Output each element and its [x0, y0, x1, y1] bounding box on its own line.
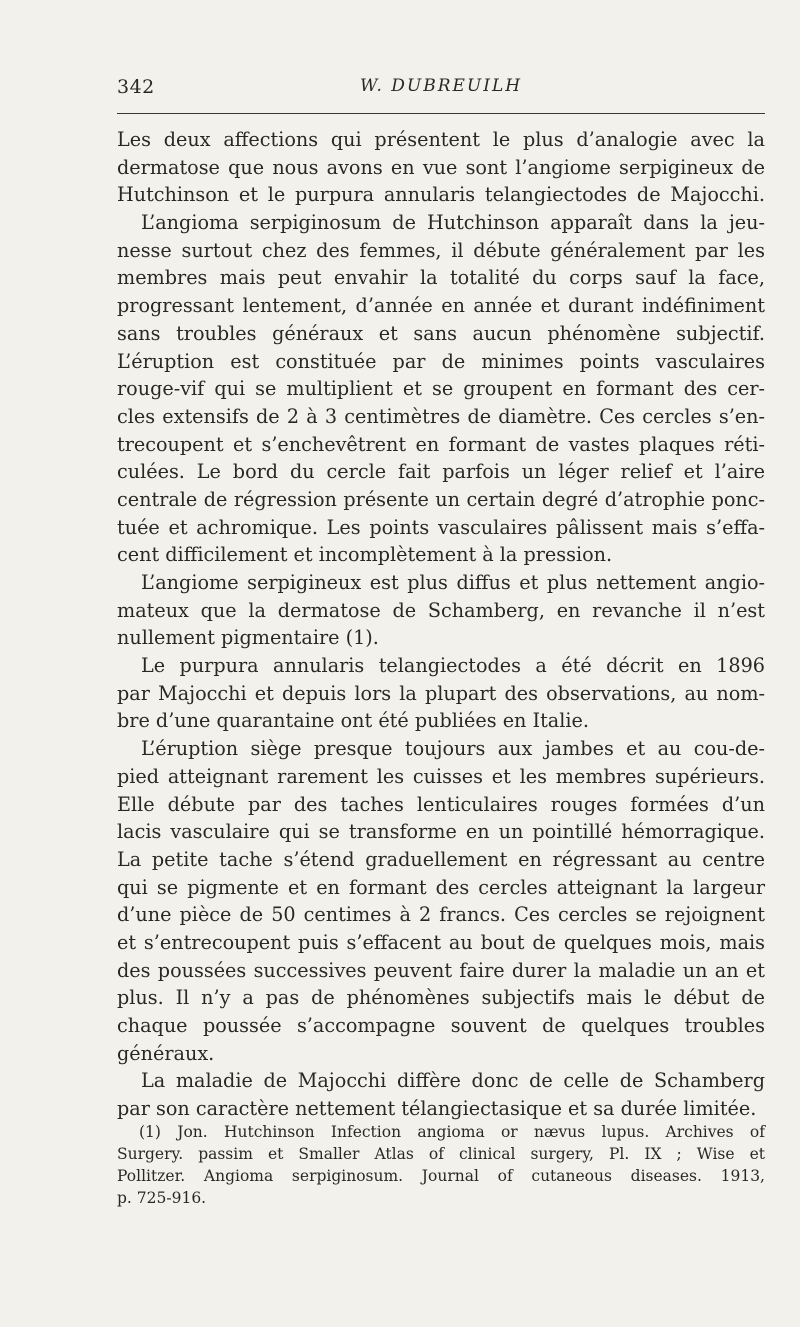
- text-line: bre d’une quarantaine ont été publiées en Italie.: [117, 709, 589, 733]
- text-line: La maladie de Majocchi diffère donc de celle de Schamberg: [141, 1069, 765, 1093]
- text-line: Elle débute par des taches lenticulaires rouges formées d’un: [117, 792, 765, 816]
- footnote-line: (1) Jon. Hutchinson Infection angioma or nævus lupus. Archives of: [139, 1123, 765, 1141]
- body-text: [117, 126, 765, 1123]
- text-line: cles extensifs de 2 à 3 centimètres de diamètre. Ces cercles s’en-: [117, 404, 765, 428]
- footnote-line: Pollitzer. Angioma serpiginosum. Journal of cutaneous diseases. 1913,: [117, 1167, 765, 1185]
- text-line: L’angiome serpigineux est plus diffus et plus nettement angio-: [141, 571, 765, 594]
- text-line: membres mais peut envahir la totalité du corps sauf la face,: [117, 266, 765, 290]
- text-line: plus. Il n’y a pas de phénomènes subjectifs mais le début de: [117, 986, 765, 1010]
- running-head: W. DUBREUILH: [359, 76, 523, 96]
- text-line: et s’entrecoupent puis s’effacent au bout de quelques mois, mais: [117, 930, 765, 954]
- text-line: Les deux affections qui présentent le plus d’analogie avec la: [117, 128, 765, 151]
- text-line: par son caractère nettement télangiectasique et sa durée limitée.: [117, 1097, 757, 1121]
- text-line: trecoupent et s’enchevêtrent en formant de vastes plaques réti-: [117, 432, 765, 456]
- text-line: qui se pigmente et en formant des cercles atteignant la largeur: [117, 875, 765, 899]
- text-line: progressant lentement, d’année en année et durant indéfiniment: [117, 294, 765, 318]
- text-line: culées. Le bord du cercle fait parfois un léger relief et l’aire: [117, 460, 765, 484]
- text-line: tuée et achromique. Les points vasculaires pâlissent mais s’effa-: [117, 515, 765, 539]
- text-line: Hutchinson et le purpura annularis telangiectodes de Majocchi.: [117, 183, 765, 207]
- page-header: [117, 76, 765, 106]
- text-line: Le purpura annularis telangiectodes a été décrit en 1896: [141, 654, 765, 678]
- text-line: centrale de régression présente un certain degré d’atrophie ponc-: [117, 487, 765, 511]
- text-line: sans troubles généraux et sans aucun phénomène subjectif.: [117, 321, 765, 345]
- header-rule: [117, 113, 765, 114]
- footnotes: [117, 1121, 765, 1209]
- text-line: des poussées successives peuvent faire durer la maladie un an et: [117, 958, 765, 982]
- text-line: par Majocchi et depuis lors la plupart des observations, au nom-: [117, 681, 765, 705]
- footnote-line: Surgery. passim et Smaller Atlas of clinical surgery, Pl. IX ; Wise et: [117, 1145, 765, 1163]
- text-line: dermatose que nous avons en vue sont l’angiome serpigineux de: [117, 155, 765, 179]
- text-line: lacis vasculaire qui se transforme en un pointillé hémorragique.: [117, 820, 765, 844]
- text-line: chaque poussée s’accompagne souvent de quelques troubles: [117, 1014, 765, 1037]
- text-line: rouge-vif qui se multiplient et se groupent en formant des cer-: [117, 377, 765, 401]
- text-line: d’une pièce de 50 centimes à 2 francs. Ces cercles se rejoignent: [117, 903, 765, 927]
- text-line: nullement pigmentaire (1).: [117, 626, 379, 650]
- text-line: La petite tache s’étend graduellement en régressant au centre: [117, 847, 765, 871]
- text-line: mateux que la dermatose de Schamberg, en revanche il n’est: [117, 598, 765, 622]
- footnote-line: p. 725-916.: [117, 1189, 207, 1207]
- text-line: cent difficilement et incomplètement à la pression.: [117, 543, 613, 567]
- text-line: généraux.: [117, 1041, 215, 1065]
- page-number: 342: [117, 76, 155, 98]
- text-line: L’éruption siège presque toujours aux jambes et au cou-de-: [141, 737, 765, 761]
- text-line: L’éruption est constituée par de minimes points vasculaires: [117, 349, 765, 373]
- text-line: pied atteignant rarement les cuisses et les membres supérieurs.: [117, 764, 765, 788]
- text-line: nesse surtout chez des femmes, il débute généralement par les: [117, 238, 765, 262]
- text-line: L’angioma serpiginosum de Hutchinson apparaît dans la jeu-: [141, 211, 765, 235]
